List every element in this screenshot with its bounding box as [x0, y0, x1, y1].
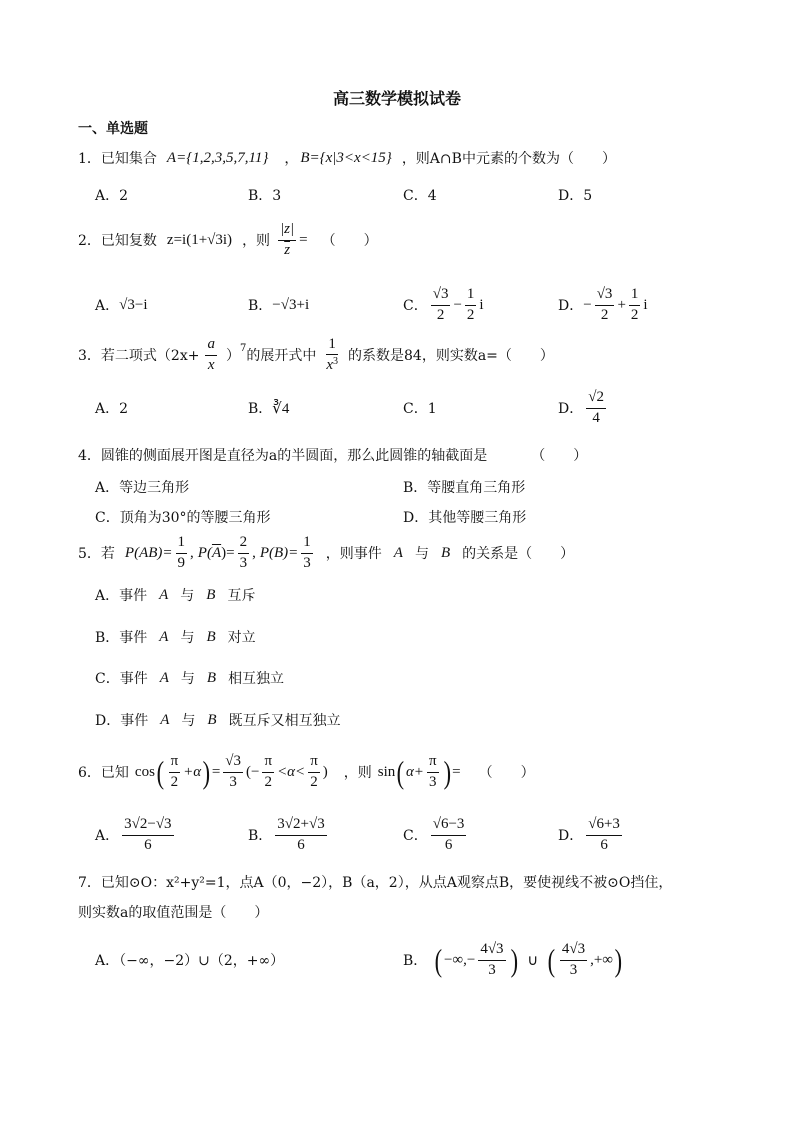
q5-p1-fraction [176, 534, 188, 572]
option-label: C．事件 [95, 671, 148, 687]
option-fraction [586, 389, 606, 427]
q1-set-b: B={x|3<x<15} [300, 149, 392, 166]
q6-lead: 6．已知 [78, 765, 129, 781]
option-relation: 对立 [227, 630, 256, 646]
fraction-numerator: a [205, 336, 217, 355]
q5-lead: 5．若 [78, 546, 115, 562]
q6-left-paren: ( [396, 754, 405, 790]
q2-option-c [403, 285, 484, 325]
fraction-denominator: 2 [436, 306, 445, 323]
q2-lead: 2．已知复数 [78, 233, 157, 249]
q7-option-a [95, 940, 284, 980]
option-event-b: B [207, 711, 217, 728]
option-label: B． [248, 298, 273, 314]
fraction-numerator: 1 [465, 286, 477, 305]
fraction-numerator: π [427, 753, 439, 772]
q3-tail: 的系数是84，则实数a=（ ） [348, 348, 554, 364]
option-label: D． [558, 401, 584, 417]
fraction-numerator: √3 [595, 286, 615, 305]
option-fraction [431, 286, 451, 324]
option-operator: + [617, 296, 626, 313]
option-event-a: A [159, 586, 169, 603]
q5-p2-fraction [238, 534, 250, 572]
q4-option-c [95, 497, 271, 537]
option-event-a: A [160, 711, 170, 728]
q5-option-a [95, 575, 255, 615]
q3-option-a [95, 388, 128, 428]
q5-comma-2: , [252, 544, 256, 561]
interval-open-paren: ( [434, 942, 443, 978]
fraction-numerator: √2 [586, 389, 606, 408]
option-event-b: B [206, 586, 216, 603]
fraction-numerator: 1 [176, 534, 188, 553]
option-text: D．其他等腰三角形 [403, 510, 527, 526]
option-label: C． [403, 298, 428, 314]
q6-then: ，则 [343, 765, 372, 781]
fraction-denominator: 2 [466, 306, 475, 323]
q2-then: ，则 [242, 233, 271, 249]
fraction-numerator: √6−3 [431, 816, 467, 835]
q5-p2-event: $\overline{A}$ [211, 544, 222, 561]
fraction-denominator: x [207, 356, 215, 373]
q6-condition-close: ) [322, 763, 328, 780]
option-fraction [465, 286, 477, 324]
q6-blank: （ ） [478, 765, 535, 781]
option-fraction [275, 816, 326, 854]
option-text: C．顶角为30°的等腰三角形 [95, 510, 271, 526]
fraction-denominator: 6 [297, 836, 305, 853]
option-text: B．3 [248, 188, 282, 204]
q2-option-a [95, 285, 147, 325]
exponent: 3 [333, 356, 338, 367]
q5-tail: 的关系是（ ） [462, 546, 575, 562]
fraction-denominator: 3 [239, 554, 248, 571]
fraction-denominator: 3 [303, 554, 311, 571]
option-text: A．2 [95, 188, 129, 204]
q1-tail: ，则A∩B中元素的个数为（ ） [401, 151, 616, 167]
option-fraction [595, 286, 615, 324]
question-1-stem [78, 138, 616, 178]
option-label: A． [95, 298, 120, 314]
q6-condition-open: (− [246, 763, 260, 780]
option-text: B．等腰直角三角形 [403, 480, 526, 496]
q6-option-b [248, 815, 330, 855]
base: x [326, 357, 333, 373]
option-event-a: A [159, 669, 169, 686]
fraction-denominator: 2 [600, 306, 609, 323]
q7-option-b [403, 940, 624, 980]
option-relation: 互斥 [227, 588, 256, 604]
interval-fraction [478, 941, 505, 979]
interval-left-bound: −∞,− [443, 951, 476, 968]
q5-then: ，则事件 [325, 546, 382, 562]
q6-pi-over-2 [308, 753, 320, 791]
option-label: D． [558, 298, 584, 314]
q3-power: 7 [239, 342, 247, 354]
q5-comma-1: , [190, 544, 194, 561]
option-label: A．事件 [95, 588, 148, 604]
q6-equals-2: = [452, 763, 461, 780]
fraction-denominator [324, 355, 340, 374]
q5-event-a: A [393, 544, 403, 561]
q6-alpha-plus: α+ [405, 763, 424, 780]
fraction-denominator: 2 [170, 773, 179, 790]
interval-close-paren: ) [510, 942, 518, 978]
q2-expression: z=i(1+√3i) [166, 231, 233, 248]
fraction-denominator: 4 [592, 409, 600, 426]
q3-option-b [248, 388, 289, 428]
question-2-stem [78, 220, 378, 260]
option-event-b: B [206, 628, 216, 645]
q3-fraction-a-over-x [205, 336, 217, 374]
question-3-stem [78, 335, 554, 375]
interval-open-paren: ( [547, 942, 556, 978]
q6-sin: sin [377, 763, 396, 780]
fraction-denominator: 3 [428, 773, 437, 790]
option-text: C．4 [403, 188, 437, 204]
q4-option-d [403, 497, 526, 537]
fraction-numerator: √3 [431, 286, 451, 305]
q6-root3-over-3 [223, 753, 243, 791]
option-relation: 相互独立 [228, 671, 285, 687]
q1-option-c [403, 175, 437, 215]
q3-close-paren: ） [225, 348, 240, 364]
q5-event-b: B [440, 544, 451, 561]
interval-right-bound: ,+∞ [590, 951, 613, 968]
fraction-denominator: 6 [144, 836, 152, 853]
q2-equals: = [299, 231, 308, 248]
q5-and: 与 [414, 546, 429, 562]
question-5-stem [78, 533, 574, 573]
option-label: B．事件 [95, 630, 148, 646]
q1-set-a: A={1,2,3,5,7,11} [166, 149, 269, 166]
fraction-numerator: 1 [301, 534, 313, 553]
option-unit: i [643, 296, 648, 313]
option-text: C．1 [403, 401, 437, 417]
option-relation: 既互斥又相互独立 [228, 713, 341, 729]
option-expression: √3−i [119, 296, 148, 313]
q1-option-a [95, 175, 128, 215]
section-heading: 一、单选题 [78, 121, 148, 137]
option-unit: i [479, 296, 484, 313]
fraction-numerator: π [169, 753, 181, 772]
union-symbol: ∪ [527, 952, 539, 969]
q1-lead: 1．已知集合 [78, 151, 157, 167]
q5-p2-close: )= [221, 544, 235, 561]
q7-line-2: 则实数a的取值范围是（ ） [78, 905, 269, 921]
q1-separator: ， [284, 151, 299, 167]
q5-p2-open: P( [197, 544, 212, 561]
fraction-denominator: 2 [310, 773, 318, 790]
q1-option-b [248, 175, 281, 215]
fraction-numerator: π [308, 753, 320, 772]
fraction-numerator: 3√2−√3 [122, 816, 173, 835]
option-label: D．事件 [95, 713, 149, 729]
option-text: A．（−∞，−2）∪（2，+∞） [95, 953, 285, 969]
q5-p3-fraction [301, 534, 313, 572]
q6-equals: = [211, 763, 221, 780]
question-7-stem-line-2 [78, 892, 268, 932]
fraction-numerator: √3 [223, 753, 243, 772]
q7-line-1: 7．已知⊙O：x²+y²=1，点A（0，−2），B（a，2），从点A观察点B，要使视线不被⊙O挡住， [78, 875, 673, 891]
option-fraction [586, 816, 622, 854]
option-label: A． [95, 828, 120, 844]
q2-option-d [558, 285, 648, 325]
option-expression: ∛4 [272, 400, 290, 417]
q1-option-d [558, 175, 592, 215]
q5-option-d [95, 700, 341, 740]
q6-pi-over-3 [427, 753, 439, 791]
q5-option-b [95, 617, 256, 657]
q6-right-paren: ) [202, 754, 211, 790]
option-label: B． [403, 953, 428, 969]
q6-condition-mid: <α< [277, 763, 306, 780]
fraction-numerator: 2 [238, 534, 250, 553]
option-fraction [629, 286, 641, 324]
option-label: B． [248, 401, 273, 417]
q6-pi-over-2 [262, 753, 274, 791]
fraction-numerator: 1 [326, 336, 338, 355]
q6-option-a [95, 815, 177, 855]
option-fraction [431, 816, 467, 854]
q3-option-d [558, 388, 609, 428]
option-and: 与 [180, 630, 195, 646]
option-sign: − [583, 296, 592, 313]
q6-option-c [403, 815, 469, 855]
option-event-b: B [206, 669, 217, 686]
q5-p3: P(B)= [259, 544, 299, 561]
fraction-denominator: 6 [600, 836, 608, 853]
question-6-stem [78, 752, 535, 792]
q2-option-b [248, 285, 309, 325]
option-fraction [122, 816, 173, 854]
q3-option-c [403, 388, 437, 428]
page-title: 高三数学模拟试卷 [332, 88, 461, 108]
fraction-numerator: 1 [629, 286, 641, 305]
fraction-numerator: π [262, 753, 274, 772]
fraction-denominator: z [284, 241, 291, 258]
fraction-denominator: 3 [229, 773, 237, 790]
option-operator: − [453, 296, 462, 313]
option-and: 与 [180, 588, 195, 604]
q4-blank: （ ） [531, 448, 588, 464]
q3-lead: 3．若二项式（2x+ [78, 348, 200, 364]
fraction-numerator: √6+3 [586, 816, 622, 835]
interval-close-paren: ) [614, 942, 623, 978]
fraction-numerator: 3√2+√3 [275, 816, 326, 835]
q4-stem: 4．圆锥的侧面展开图是直径为a的半圆面，那么此圆锥的轴截面是 [78, 448, 488, 464]
q6-cos: cos [134, 763, 155, 780]
option-label: D． [558, 828, 584, 844]
option-text: A．2 [95, 401, 129, 417]
option-and: 与 [180, 671, 195, 687]
fraction-numerator: |z| [278, 221, 296, 240]
fraction-denominator: 3 [488, 961, 496, 978]
q2-fraction [278, 221, 296, 259]
q3-fraction-one-over-x-cubed [324, 336, 340, 375]
q6-pi-over-2 [169, 753, 181, 791]
option-and: 与 [181, 713, 196, 729]
option-text: A．等边三角形 [95, 480, 190, 496]
q2-blank: （ ） [321, 233, 378, 249]
option-label: B． [248, 828, 273, 844]
fraction-denominator: 9 [177, 554, 186, 571]
q6-option-d [558, 815, 625, 855]
option-expression: −√3+i [272, 296, 310, 313]
fraction-denominator: 2 [264, 773, 273, 790]
fraction-denominator: 3 [569, 961, 578, 978]
interval-fraction [560, 941, 587, 979]
q6-right-paren: ) [443, 754, 451, 790]
fraction-numerator: 4√3 [478, 941, 505, 960]
q6-left-paren: ( [156, 754, 164, 790]
fraction-denominator: 6 [444, 836, 453, 853]
fraction-numerator: 4√3 [560, 941, 587, 960]
fraction-denominator: 2 [630, 306, 639, 323]
q5-option-c [95, 658, 284, 698]
option-event-a: A [159, 628, 169, 645]
q3-mid: 的展开式中 [246, 348, 317, 364]
option-label: C． [403, 828, 428, 844]
option-text: D．5 [558, 188, 593, 204]
q6-plus-alpha: +α [183, 763, 202, 780]
q5-p1: P(AB)= [124, 544, 173, 561]
